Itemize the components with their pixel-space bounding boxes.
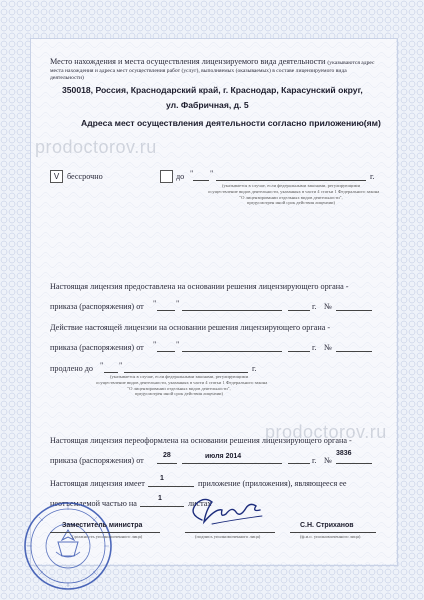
extended-until-label: продлено до: [50, 364, 93, 373]
granted-order-label: приказа: [50, 302, 78, 311]
validity-note-line-3: "О лицензировании отдельных видов деятельности",: [127, 385, 231, 391]
appendix-sheets: 1: [158, 495, 162, 502]
granted-text: Настоящая лицензия предоставлена на основании решения лицензирующего органа -: [50, 282, 349, 291]
until-quote-close: ": [210, 169, 214, 178]
appendix-count: 1: [160, 475, 164, 482]
validity-order-note: (распоряжения): [79, 343, 135, 352]
term-note-line-2: осуществление видов деятельности, указанных в части 4 статьи 1 Федерального закона: [208, 188, 380, 194]
signer-position-note: (должность уполномоченного лица): [72, 534, 143, 539]
signer-name-note: (ф.и.о. уполномоченного лица): [300, 534, 361, 539]
granted-quote-close: ": [176, 299, 180, 308]
reissue-month-line: [182, 463, 282, 464]
reissue-from-label: от: [136, 456, 144, 465]
validity-month-line: [182, 351, 282, 352]
term-note-line-3: "О лицензировании отдельных видов деятельности",: [239, 194, 343, 200]
extended-month-line: [124, 372, 248, 373]
term-note: [208, 183, 380, 206]
reissue-number-line: [336, 463, 372, 464]
granted-number-label: №: [324, 302, 332, 311]
reissue-order-row: [50, 456, 144, 466]
granted-day-line: [157, 310, 175, 311]
location-note-line-2: места нахождения и адреса мест осуществления работ (услуг), выполняемых (оказываемых) в составе лицензируемого вида: [50, 68, 347, 74]
reissue-year-line: [288, 463, 310, 464]
reissue-day-line: [157, 463, 177, 464]
indefinite-label: бессрочно: [67, 172, 103, 181]
reissue-number: 3836: [336, 450, 352, 457]
granted-year-suffix: г.: [312, 302, 317, 311]
validity-note-line-1: (указывается в случае, если федеральными законами, регулирующими: [109, 374, 249, 379]
granted-number-line: [336, 310, 372, 311]
extended-quote-close: ": [119, 361, 123, 370]
granted-order-note: (распоряжения): [79, 302, 135, 311]
until-quote-open: ": [190, 169, 194, 178]
validity-year-suffix: г.: [312, 343, 317, 352]
validity-note-line-4: предусмотрен иной срок действия лицензии): [134, 391, 224, 397]
granted-month-line: [182, 310, 282, 311]
watermark-top: prodoctorov.ru: [35, 137, 157, 157]
validity-order-label: приказа: [50, 343, 78, 352]
extended-quote-open: ": [100, 361, 104, 370]
validity-quote-close: ": [176, 340, 180, 349]
appendix-count-line: [148, 486, 194, 487]
reissue-day: 28: [163, 452, 171, 459]
validity-quote-open: ": [153, 340, 157, 349]
location-heading-main: Место нахождения и места осуществления лицензируемого вида деятельности: [50, 57, 326, 66]
address-line-3: Адреса мест осуществления деятельности согласно приложению(ям): [81, 118, 381, 128]
reissue-number-label: №: [324, 456, 332, 465]
reissue-order-note: (распоряжения): [79, 456, 135, 465]
until-year-suffix: г.: [370, 172, 375, 181]
granted-order-row: [50, 302, 144, 312]
address-line-1: 350018, Россия, Краснодарский край, г. Краснодар, Карасунский округ,: [62, 85, 363, 95]
signature-note: (подпись уполномоченного лица): [195, 534, 261, 539]
until-month-line: [216, 180, 366, 181]
validity-from-label: от: [136, 343, 144, 352]
extended-year-suffix: г.: [252, 364, 257, 373]
until-day-line: [193, 180, 209, 181]
handwritten-signature: [182, 490, 272, 530]
appendix-sheets-line: [140, 506, 184, 507]
reissue-year-suffix: г.: [312, 456, 317, 465]
official-seal: [22, 500, 114, 592]
term-note-line-1: (указывается в случае, если федеральными законами, регулирующими: [221, 183, 361, 188]
validity-note: [96, 374, 268, 397]
appendix-label: приложение (приложения), являющееся ее: [198, 479, 347, 488]
appendix-sheets-label: листах: [188, 499, 212, 508]
reissue-order-label: приказа: [50, 456, 78, 465]
until-checkbox: [160, 170, 173, 183]
granted-from-label: от: [136, 302, 144, 311]
validity-number-line: [336, 351, 372, 352]
validity-number-label: №: [324, 343, 332, 352]
location-note-line-3: деятельности): [50, 75, 84, 81]
reissue-text: Настоящая лицензия переоформлена на основании решения лицензирующего органа -: [50, 436, 352, 445]
extended-day-line: [104, 372, 118, 373]
address-line-2: ул. Фабричная, д. 5: [166, 100, 249, 110]
signature-line: [185, 532, 275, 533]
term-note-line-4: предусмотрен иной срок действия лицензии): [246, 200, 336, 206]
appendix-integral-label: неотъемлемой частью на: [50, 499, 137, 508]
watermark-bottom: prodoctorov.ru: [265, 422, 387, 442]
until-label: до: [176, 172, 185, 181]
validity-text: Действие настоящей лицензии на основании решения лицензирующего органа -: [50, 323, 331, 332]
signer-name: С.Н. Стриханов: [300, 522, 354, 529]
validity-day-line: [157, 351, 175, 352]
signer-position-line: [50, 532, 160, 533]
reissue-month: июля 2014: [205, 453, 242, 460]
appendix-has-label: Настоящая лицензия имеет: [50, 479, 145, 488]
location-heading: [50, 57, 375, 67]
indefinite-checkbox: V: [50, 170, 63, 183]
validity-year-line: [288, 351, 310, 352]
granted-quote-open: ": [153, 299, 157, 308]
signer-name-line: [290, 532, 376, 533]
validity-note-line-2: осуществление видов деятельности, указанных в части 4 статьи 1 Федерального закона: [96, 379, 268, 385]
signer-position: Заместитель министра: [62, 522, 143, 529]
granted-year-line: [288, 310, 310, 311]
location-heading-note: (указываются адрес: [327, 60, 375, 66]
validity-order-row: [50, 343, 144, 353]
